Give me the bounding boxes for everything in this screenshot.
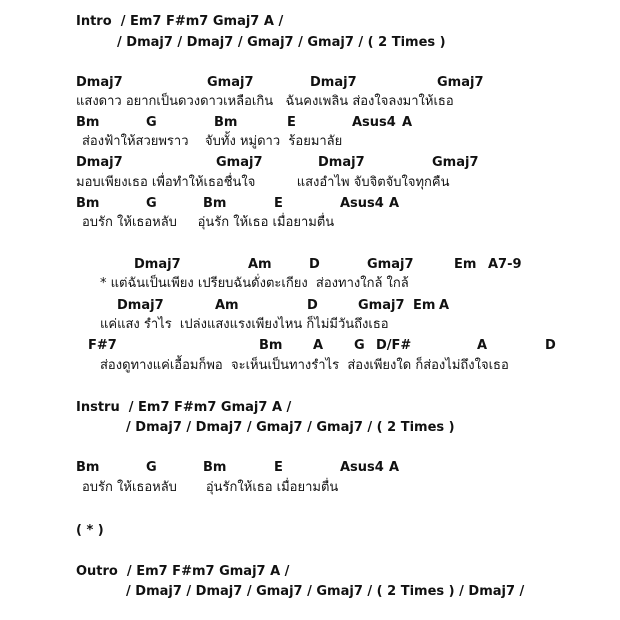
intro-line-2: / Dmaj7 / Dmaj7 / Gmaj7 / Gmaj7 / ( 2 Times ) bbox=[117, 35, 446, 50]
instru-line-1: Instru / Em7 F#m7 Gmaj7 A / bbox=[76, 400, 292, 415]
outro-line-1: Outro / Em7 F#m7 Gmaj7 A / bbox=[76, 564, 290, 579]
lyric-line: มอบเพียงเธอ เพื่อทำให้เธอชื่นใจ แสงอำไพ จับจิตจับใจทุกคืน bbox=[76, 175, 450, 190]
chord: Dmaj7 bbox=[318, 155, 365, 170]
chord: Dmaj7 bbox=[76, 155, 123, 170]
chord: Gmaj7 bbox=[216, 155, 263, 170]
chord: Gmaj7 bbox=[432, 155, 479, 170]
chord: A7-9 bbox=[488, 257, 522, 272]
intro-line-1: Intro / Em7 F#m7 Gmaj7 A / bbox=[76, 14, 284, 29]
chord: G bbox=[146, 196, 157, 211]
chord: Am bbox=[248, 257, 272, 272]
chord: G bbox=[146, 460, 157, 475]
chord: G bbox=[146, 115, 157, 130]
chord: Asus4 bbox=[340, 460, 384, 475]
lyric-line: ส่องดูทางแค่เอื้อมก็พอ จะเห็นเป็นทางรำไร ส่องเพียงใด ก็ส่องไม่ถึงใจเธอ bbox=[100, 358, 509, 373]
chord: A bbox=[402, 115, 413, 130]
chord: Gmaj7 bbox=[358, 298, 405, 313]
outro-line-2: / Dmaj7 / Dmaj7 / Gmaj7 / Gmaj7 / ( 2 Times ) / Dmaj7 / bbox=[126, 584, 525, 599]
chord: Bm bbox=[214, 115, 238, 130]
chord: F#7 bbox=[88, 338, 117, 353]
chord: Am bbox=[215, 298, 239, 313]
chord: G bbox=[354, 338, 365, 353]
chord: A bbox=[313, 338, 324, 353]
chord: D bbox=[545, 338, 556, 353]
chord: Em bbox=[413, 298, 436, 313]
chord: A bbox=[389, 196, 400, 211]
lyric-line: * แต่ฉันเป็นเพียง เปรียบฉันดั่งตะเกียง ส่องทางใกล้ ใกล้ bbox=[100, 276, 409, 291]
chord: Dmaj7 bbox=[310, 75, 357, 90]
chord: Dmaj7 bbox=[76, 75, 123, 90]
chord: D bbox=[309, 257, 320, 272]
chord: Gmaj7 bbox=[207, 75, 254, 90]
lyric-line: อบรัก ให้เธอหลับ อุ่นรักให้เธอ เมื่อยามตื่น bbox=[82, 480, 339, 495]
chord: E bbox=[287, 115, 296, 130]
chord: Bm bbox=[76, 196, 100, 211]
chord: Bm bbox=[259, 338, 283, 353]
chord: Bm bbox=[203, 460, 227, 475]
chord: Asus4 bbox=[352, 115, 396, 130]
chord: Bm bbox=[76, 115, 100, 130]
chord: A bbox=[477, 338, 488, 353]
chord: Asus4 bbox=[340, 196, 384, 211]
chord: A bbox=[389, 460, 400, 475]
chord: D bbox=[307, 298, 318, 313]
chord: A bbox=[439, 298, 450, 313]
lyric-line: ส่องฟ้าให้สวยพราว จับทั้ง หมู่ดาว ร้อยมาลัย bbox=[82, 134, 343, 149]
chord: Dmaj7 bbox=[117, 298, 164, 313]
chord: Em bbox=[454, 257, 477, 272]
chord: Bm bbox=[76, 460, 100, 475]
chord: E bbox=[274, 460, 283, 475]
chord: D/F# bbox=[376, 338, 412, 353]
repeat-chorus-mark: ( * ) bbox=[76, 523, 104, 538]
lyric-line: อบรัก ให้เธอหลับ อุ่นรัก ให้เธอ เมื่อยามตื่น bbox=[82, 215, 335, 230]
chord: Gmaj7 bbox=[367, 257, 414, 272]
lyric-line: แสงดาว อยากเป็นดวงดาวเหลือเกิน ฉันคงเพลิน ส่องใจลงมาให้เธอ bbox=[76, 94, 454, 109]
chord: Dmaj7 bbox=[134, 257, 181, 272]
chord: Gmaj7 bbox=[437, 75, 484, 90]
chord: E bbox=[274, 196, 283, 211]
chord: Bm bbox=[203, 196, 227, 211]
instru-line-2: / Dmaj7 / Dmaj7 / Gmaj7 / Gmaj7 / ( 2 Times ) bbox=[126, 420, 455, 435]
lyric-line: แค่แสง รำไร เปล่งแสงแรงเพียงไหน ก็ไม่มีวันถึงเธอ bbox=[100, 317, 389, 332]
